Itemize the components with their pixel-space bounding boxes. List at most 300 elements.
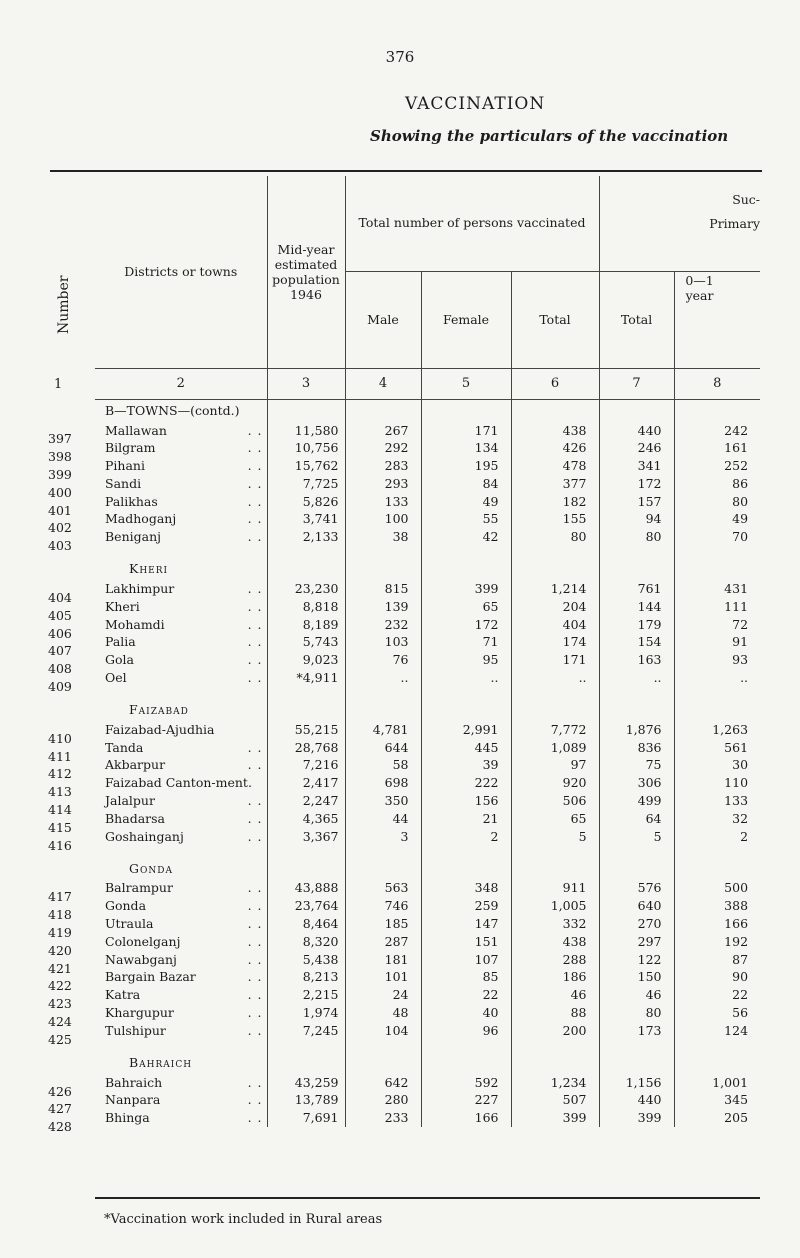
row-number: 405 [48,607,72,623]
population-cell: 43,259 [267,1074,345,1092]
section-cell [674,857,760,879]
leader-dots: . . [247,757,263,773]
district-name-cell [95,879,267,897]
table-body [48,399,760,1135]
leader-dots: . . [247,529,263,545]
table-row [95,739,760,757]
female-cell: 49 [421,493,511,511]
section-cell [267,558,345,580]
section-row [95,558,760,580]
section-cell [267,857,345,879]
district-name-cell [95,651,267,669]
district-name: Khargupur [105,1005,174,1021]
section-cell [421,857,511,879]
male-cell: 48 [345,1004,421,1022]
primary-total-cell: 46 [599,986,674,1004]
table-row [95,1004,760,1022]
female-cell: 65 [421,598,511,616]
district-name: Goshainganj [105,828,184,844]
vaccination-table-wrap [48,176,761,1135]
section-cell [267,399,345,422]
primary-total-cell: 173 [599,1022,674,1040]
district-name: Bilgram [105,440,156,456]
row-number: 410 [48,730,72,746]
row-number: 404 [48,589,72,605]
row-number: 397 [48,431,72,447]
district-name-cell [95,739,267,757]
population-cell: 5,826 [267,493,345,511]
row-number: 403 [48,538,72,554]
section-cell [511,857,599,879]
district-name-cell [95,580,267,598]
year-0-1-cell: 500 [724,880,749,896]
population-cell: 7,216 [267,756,345,774]
population-cell: 2,247 [267,792,345,810]
female-cell: 42 [421,528,511,546]
district-name-cell [95,598,267,616]
year-0-1-cell: 110 [724,775,749,791]
district-name-cell [95,792,267,810]
total-cell: 200 [511,1022,599,1040]
section-cell [599,857,674,879]
population-cell: 28,768 [267,739,345,757]
district-name: Bhadarsa [105,810,165,826]
footnote: *Vaccination work included in Rural areas [104,1212,383,1227]
leader-dots: . . [247,581,263,597]
section-label: B—TOWNS—(contd.) [95,399,267,422]
gap-cell [345,546,421,558]
section-cell [511,699,599,721]
male-cell: 293 [345,475,421,493]
female-cell: 156 [421,792,511,810]
total-cell: 1,005 [511,897,599,915]
table-row [95,528,760,546]
district-name-cell [95,810,267,828]
female-cell: 40 [421,1004,511,1022]
row-number: 402 [48,520,72,536]
primary-total-cell: 172 [599,475,674,493]
section-cell [267,699,345,721]
population-cell: 7,725 [267,475,345,493]
row-number: 415 [48,819,72,835]
leader-dots: . . [247,1022,263,1038]
total-cell: 288 [511,951,599,969]
male-cell: 232 [345,616,421,634]
male-cell: 267 [345,422,421,440]
population-cell: 5,438 [267,951,345,969]
district-name: Gonda [105,898,147,914]
total-cell: 7,772 [511,721,599,739]
section-gap [95,1040,760,1052]
section-cell [345,399,421,422]
female-cell: 259 [421,897,511,915]
gap-cell [599,687,674,699]
row-number: 399 [48,466,72,482]
district-name: Tulshipur [105,1022,166,1038]
total-cell: 186 [511,968,599,986]
leader-dots: . . [247,1092,263,1108]
population-cell: 15,762 [267,457,345,475]
gap-cell [674,546,760,558]
year-0-1-cell: 124 [724,1022,749,1038]
population-header: Mid-year estimated population 1946 [267,176,345,368]
table-row [95,633,760,651]
female-cell: 39 [421,756,511,774]
year-0-1-cell: 30 [732,757,749,773]
district-name-cell [95,933,267,951]
female-cell: 592 [421,1074,511,1092]
col-number: 8 [674,368,760,399]
female-cell: 166 [421,1109,511,1127]
population-cell: 8,213 [267,968,345,986]
table-row [95,493,760,511]
district-name: Utraula [105,916,154,932]
male-cell: 101 [345,968,421,986]
district-name: Nanpara [105,1092,161,1108]
total-cell: 377 [511,475,599,493]
total-cell: 332 [511,915,599,933]
table-row [95,580,760,598]
section-cell [345,558,421,580]
primary-total-cell: 640 [599,897,674,915]
district-name: Akbarpur [105,757,166,773]
leader-dots: . . [247,1074,263,1090]
primary-total-cell: 80 [599,528,674,546]
gap-cell [674,687,760,699]
section-cell [674,558,760,580]
year-0-1-cell: 388 [724,898,749,914]
primary-total-cell: 270 [599,915,674,933]
table-row [95,1022,760,1040]
row-number: 419 [48,924,72,940]
male-cell: 133 [345,493,421,511]
total-cell: 911 [511,879,599,897]
male-cell: 24 [345,986,421,1004]
female-cell: 151 [421,933,511,951]
leader-dots: . . [247,598,263,614]
year-0-1-cell: 431 [724,581,749,597]
section-gap [95,687,760,699]
district-name-cell [95,528,267,546]
section-cell [599,1052,674,1074]
female-cell: 55 [421,510,511,528]
table-row [95,792,760,810]
year-0-1-cell: 242 [724,422,749,438]
section-cell [599,399,674,422]
table-row [95,915,760,933]
primary-total-cell: 94 [599,510,674,528]
year-0-1-cell: 133 [724,793,749,809]
section-cell [599,699,674,721]
year-0-1-cell: 22 [732,987,749,1003]
section-cell [421,1052,511,1074]
section-row [95,857,760,879]
gap-cell [599,1040,674,1052]
total-cell: 174 [511,633,599,651]
district-name-cell [95,951,267,969]
year-0-1-cell: 91 [732,634,749,650]
district-name-cell [95,897,267,915]
total-cell: 506 [511,792,599,810]
population-cell: 8,818 [267,598,345,616]
leader-dots: . . [247,828,263,844]
male-cell: 644 [345,739,421,757]
year-0-1-cell: 205 [724,1110,749,1126]
female-cell: 107 [421,951,511,969]
district-name: Bahraich [105,1074,163,1090]
gap-cell [599,845,674,857]
female-header: Female [421,271,511,368]
district-name-cell [95,1004,267,1022]
population-cell: 43,888 [267,879,345,897]
district-name-cell [95,774,267,792]
male-cell: .. [345,669,421,687]
district-name-cell [95,915,267,933]
district-name-cell [95,493,267,511]
primary-total-cell: 440 [599,422,674,440]
table-row [95,933,760,951]
population-cell: 2,215 [267,986,345,1004]
population-cell: 55,215 [267,721,345,739]
population-cell: 23,764 [267,897,345,915]
year-0-1-cell: 93 [732,652,749,668]
row-number: 407 [48,643,72,659]
primary-total-cell: 1,156 [599,1074,674,1092]
gap-cell [511,546,599,558]
table-row [95,879,760,897]
district-name-cell [95,1109,267,1127]
total-cell: 404 [511,616,599,634]
year-0-1-cell: 86 [732,475,749,491]
primary-total-header: Total [599,271,674,368]
primary-total-cell: 341 [599,457,674,475]
district-name-cell [95,669,267,687]
year-0-1-cell: 111 [724,598,749,614]
total-cell: 171 [511,651,599,669]
district-name: Pihani [105,458,145,474]
population-cell: 3,741 [267,510,345,528]
population-cell: 2,417 [267,774,345,792]
year-0-1-cell: 192 [724,933,749,949]
section-label: Faizabad [95,699,267,721]
population-cell: 8,320 [267,933,345,951]
male-cell: 280 [345,1091,421,1109]
table-row [95,897,760,915]
leader-dots: . . [247,475,263,491]
first-col-number: 1 [54,377,63,392]
male-cell: 815 [345,580,421,598]
female-cell: 2 [421,828,511,846]
male-cell: 104 [345,1022,421,1040]
female-cell: 348 [421,879,511,897]
successful-label: Suc- [732,191,761,207]
primary-total-cell: 306 [599,774,674,792]
district-name-cell [95,457,267,475]
district-name-cell [95,616,267,634]
district-name-cell [95,1074,267,1092]
gap-cell [421,546,511,558]
district-name: Mallawan [105,422,167,438]
row-number: 400 [48,484,72,500]
year-0-1-cell: 70 [732,529,749,545]
gap-cell [421,845,511,857]
population-cell: 23,230 [267,580,345,598]
population-cell: 4,365 [267,810,345,828]
leader-dots: . . [247,793,263,809]
male-header: Male [345,271,421,368]
page-number: 376 [385,48,415,66]
total-cell: 1,089 [511,739,599,757]
population-cell: 11,580 [267,422,345,440]
section-cell [674,699,760,721]
leader-dots: . . [247,739,263,755]
table-row [95,439,760,457]
district-name: Madhoganj [105,511,177,527]
table-row [95,756,760,774]
table-row [95,774,760,792]
year-0-1-label: 0—1 year [685,272,714,303]
primary-total-cell: 179 [599,616,674,634]
gap-cell [674,1040,760,1052]
leader-dots: . . [247,422,263,438]
row-number: 414 [48,801,72,817]
male-cell: 698 [345,774,421,792]
total-cell: 80 [511,528,599,546]
district-name-cell [95,828,267,846]
female-cell: 85 [421,968,511,986]
row-number: 422 [48,978,72,994]
table-row [95,457,760,475]
population-cell: 8,189 [267,616,345,634]
section-cell [511,1052,599,1074]
vaccination-table [48,176,761,1135]
section-row [95,1052,760,1074]
gap-cell [95,687,267,699]
total-cell: 507 [511,1091,599,1109]
district-name: Balrampur [105,880,173,896]
district-name-cell [95,510,267,528]
section-row [95,699,760,721]
table-row [95,1074,760,1092]
table-row [95,475,760,493]
district-name: Lakhimpur [105,581,175,597]
gap-cell [267,1040,345,1052]
row-number: 428 [48,1119,72,1135]
year-0-1-cell: 56 [732,1005,749,1021]
total-cell: 478 [511,457,599,475]
year-0-1-cell: .. [740,670,749,686]
gap-cell [345,687,421,699]
female-cell: 21 [421,810,511,828]
primary-total-cell: 64 [599,810,674,828]
primary-total-cell: 440 [599,1091,674,1109]
male-cell: 38 [345,528,421,546]
primary-total-cell: 154 [599,633,674,651]
year-0-1-cell: 90 [732,969,749,985]
district-name-cell [95,1022,267,1040]
district-name: Faizabad Canton-ment. [105,775,252,791]
primary-total-cell: 150 [599,968,674,986]
male-cell: 283 [345,457,421,475]
leader-dots: . . [247,440,263,456]
district-name-cell [95,1091,267,1109]
female-cell: .. [421,669,511,687]
row-number: 406 [48,625,72,641]
total-cell: 65 [511,810,599,828]
total-cell: 426 [511,439,599,457]
row-number: 421 [48,960,72,976]
district-name-cell [95,986,267,1004]
section-cell [421,699,511,721]
page-subtitle: Showing the particulars of the vaccination [370,127,729,145]
row-number: 425 [48,1031,72,1047]
section-cell [421,399,511,422]
leader-dots: . . [247,969,263,985]
gap-cell [345,1040,421,1052]
table-row [95,598,760,616]
population-cell: 13,789 [267,1091,345,1109]
female-cell: 445 [421,739,511,757]
male-cell: 350 [345,792,421,810]
district-name: Palikhas [105,493,158,509]
total-cell: 46 [511,986,599,1004]
leader-dots: . . [247,511,263,527]
gap-cell [599,546,674,558]
district-name: Kheri [105,598,140,614]
section-cell [421,558,511,580]
district-name-cell [95,633,267,651]
year-0-1-cell: 345 [724,1092,749,1108]
section-cell [345,857,421,879]
male-cell: 642 [345,1074,421,1092]
table-row [95,721,760,739]
district-name: Tanda [105,739,144,755]
leader-dots: . . [247,634,263,650]
col-number: 4 [345,368,421,399]
primary-total-cell: 1,876 [599,721,674,739]
col-number: 2 [95,368,267,399]
bottom-rule [95,1197,760,1199]
leader-dots: . . [247,916,263,932]
district-name: Katra [105,987,141,1003]
district-name: Bargain Bazar [105,969,196,985]
year-0-1-cell: 252 [724,458,749,474]
district-name: Bhinga [105,1110,150,1126]
male-cell: 185 [345,915,421,933]
row-number: 401 [48,502,72,518]
male-cell: 3 [345,828,421,846]
row-number: 426 [48,1083,72,1099]
year-0-1-cell: 1,263 [712,721,749,737]
section-cell [599,558,674,580]
row-number: 427 [48,1101,72,1117]
primary-header: Primary [599,176,760,271]
year-0-1-cell: 166 [724,916,749,932]
section-cell [345,1052,421,1074]
district-name: Nawabganj [105,951,177,967]
population-cell: 3,367 [267,828,345,846]
female-cell: 222 [421,774,511,792]
leader-dots: . . [247,616,263,632]
year-0-1-cell: 80 [732,493,749,509]
male-cell: 76 [345,651,421,669]
population-cell: 7,691 [267,1109,345,1127]
leader-dots: . . [247,670,263,686]
total-cell: 1,214 [511,580,599,598]
leader-dots: . . [247,951,263,967]
population-cell: 8,464 [267,915,345,933]
table-row [95,1109,760,1127]
